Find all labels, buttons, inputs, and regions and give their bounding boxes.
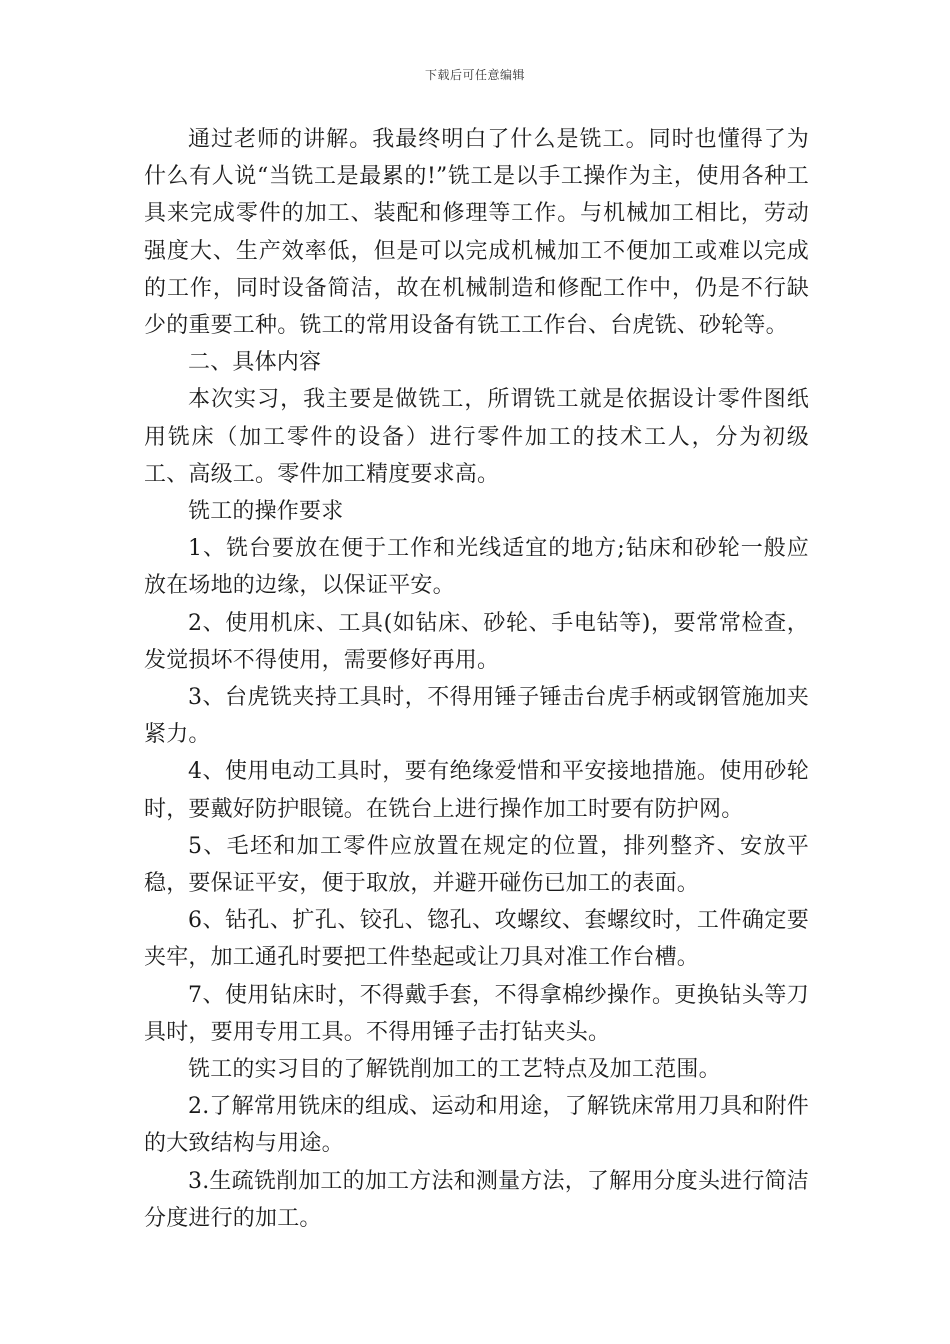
list-item: 3.生疏铣削加工的加工方法和测量方法，了解用分度头进行简洁分度进行的加工。 [144,1168,809,1231]
list-item: 6、钻孔、扩孔、铰孔、锪孔、攻螺纹、套螺纹时，工件确定要夹牢，加工通孔时要把工件垫起或让刀具对准工作台槽。 [144,908,809,971]
paragraph-intro: 通过老师的讲解。我最终明白了什么是铣工。同时也懂得了为什么有人说“当铣工是最累的!”铣工是以手工操作为主，使用各种工具来完成零件的加工、装配和修理等工作。与机械加工相比，劳动强度大、生产效率低，但是可以完成机械加工不便加工或难以完成的工作，同时设备简洁，故在机械制造和修配工作中，仍是不行缺少的重要工种。铣工的常用设备有铣工工作台、台虎铣、砂轮等。 [144,127,809,339]
list-item: 1、铣台要放在便于工作和光线适宜的地方;钻床和砂轮一般应放在场地的边缘，以保证平安。 [144,536,809,599]
document-body [144,121,809,1237]
list-item: 4、使用电动工具时，要有绝缘爱惜和平安接地措施。使用砂轮时，要戴好防护眼镜。在铣台上进行操作加工时要有防护网。 [144,759,809,822]
paragraph-content: 本次实习，我主要是做铣工，所谓铣工就是依据设计零件图纸用铣床（加工零件的设备）进行零件加工的技术工人，分为初级工、高级工。零件加工精度要求高。 [144,387,809,487]
list-item: 7、使用钻床时，不得戴手套，不得拿棉纱操作。更换钻头等刀具时，要用专用工具。不得用锤子击打钻夹头。 [144,982,809,1045]
list-item: 2.了解常用铣床的组成、运动和用途，了解铣床常用刀具和附件的大致结构与用途。 [144,1094,809,1157]
section-heading: 二、具体内容 [188,350,322,376]
list-item: 5、毛坯和加工零件应放置在规定的位置，排列整齐、安放平稳，要保证平安，便于取放，并避开碰伤已加工的表面。 [144,833,809,897]
page-header: 下载后可任意编辑 [424,68,525,82]
subsection-heading: 铣工的操作要求 [188,499,344,525]
list-item: 2、使用机床、工具(如钻床、砂轮、手电钻等)，要常常检查，发觉损坏不得使用，需要修好再用。 [144,610,809,673]
paragraph-purpose: 铣工的实习目的了解铣削加工的工艺特点及加工范围。 [188,1057,721,1083]
list-item: 3、台虎铣夹持工具时，不得用锤子锤击台虎手柄或钢管施加夹紧力。 [144,685,809,748]
